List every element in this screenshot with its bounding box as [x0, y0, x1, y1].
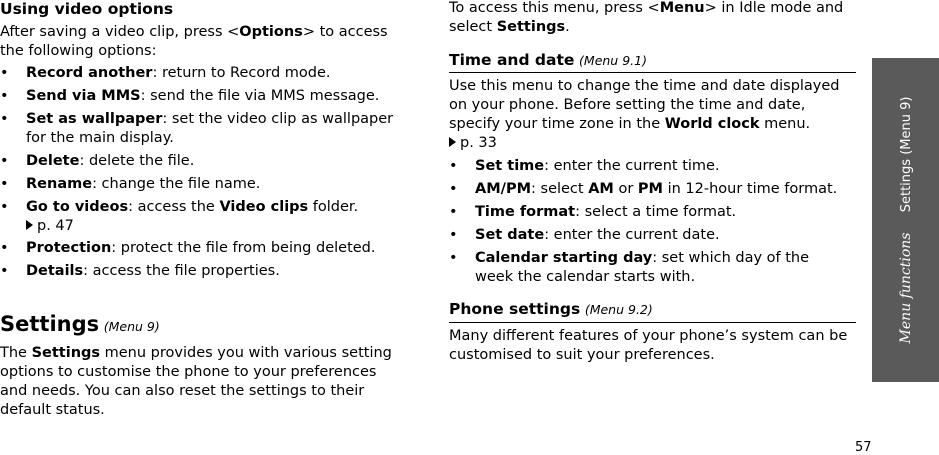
subsection-title-phone-settings: Phone settings (Menu 9.2) — [449, 300, 653, 318]
page-reference: p. 47 — [37, 218, 74, 234]
settings-description: The Settings menu provides you with various setting options to customise the phone to your preferences and needs. You can also reset the settings to their default status. — [0, 345, 392, 418]
chapter-section: Settings (Menu 9) — [898, 96, 914, 213]
section-divider — [449, 322, 856, 323]
page-reference: p. 33 — [460, 135, 497, 151]
section-divider — [449, 72, 856, 73]
subsection-title-time-and-date: Time and date (Menu 9.1) — [449, 51, 647, 69]
chapter-tab-label — [872, 58, 939, 382]
settings-access-intro: To access this menu, press <Menu> in Idle mode and select Settings. — [449, 0, 844, 35]
page-reference-arrow-icon — [449, 137, 456, 147]
video-options-intro: After saving a video clip, press <Options> to access the following options: — [0, 24, 388, 59]
section-title-settings: Settings (Menu 9) — [0, 312, 160, 336]
page-number: 57 — [855, 440, 872, 455]
section-heading-video-options: Using video options — [0, 0, 174, 18]
page-reference-arrow-icon — [26, 220, 33, 230]
time-and-date-description: Use this menu to change the time and date displayed on your phone. Before setting the time and date, specify your time zone in the World clock menu. p. 33 — [449, 78, 840, 151]
phone-settings-description: Many different features of your phone’s system can be customised to suit your preferences. — [449, 328, 848, 363]
chapter-name: Menu functions — [897, 232, 914, 344]
